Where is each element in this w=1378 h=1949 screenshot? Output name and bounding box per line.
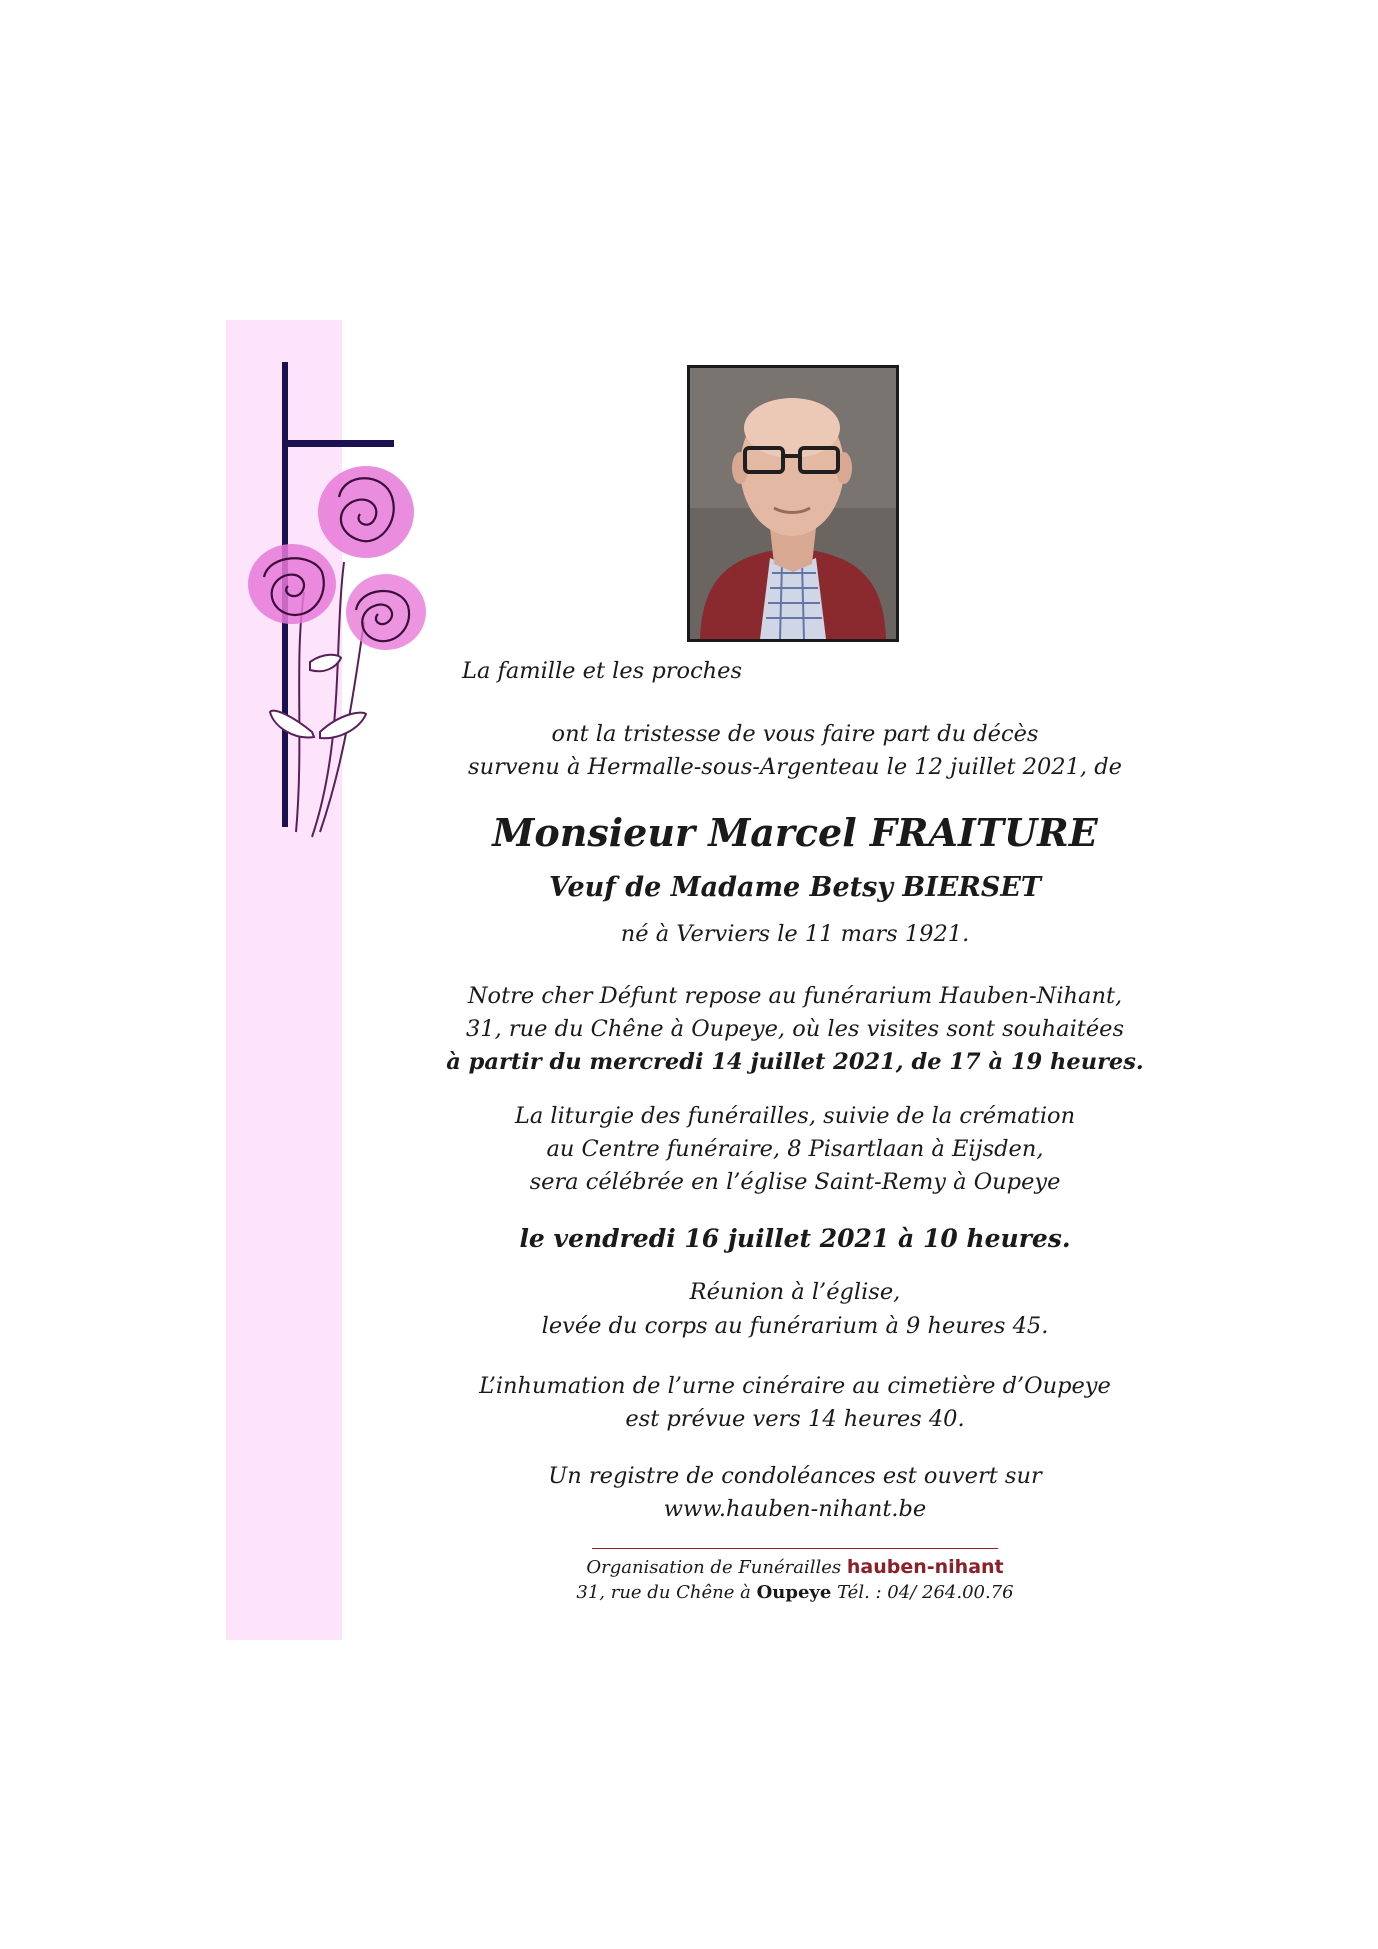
brand-logo: hauben-nihant xyxy=(846,1556,1004,1578)
footer-address-prefix: 31, rue du Chêne à xyxy=(576,1582,751,1603)
rose-icon xyxy=(248,544,336,624)
visitation-line-1: Notre cher Défunt repose au funérarium Hauben-Nihant, xyxy=(467,983,1123,1009)
ceremony-line-1: La liturgie des funérailles, suivie de la crémation xyxy=(514,1103,1076,1129)
visitation-line-2: 31, rue du Chêne à Oupeye, où les visites sont souhaitées xyxy=(465,1016,1124,1042)
intro-text: La famille et les proches xyxy=(462,658,743,684)
register-website-link[interactable]: www.hauben-nihant.be xyxy=(663,1496,927,1522)
footer-town: Oupeye xyxy=(756,1582,832,1603)
register-line: Un registre de condoléances est ouvert sur xyxy=(548,1463,1042,1489)
rose-icon xyxy=(318,466,414,558)
ceremony-date: le vendredi 16 juillet 2021 à 10 heures. xyxy=(519,1224,1071,1253)
announcement-line-1: ont la tristesse de vous faire part du décès xyxy=(551,721,1039,747)
deceased-name: Monsieur Marcel FRAITURE xyxy=(492,810,1098,855)
ceremony-line-3: sera célébrée en l’église Saint-Remy à Oupeye xyxy=(529,1169,1061,1195)
birth-info: né à Verviers le 11 mars 1921. xyxy=(620,921,970,947)
ceremony-line-2: au Centre funéraire, 8 Pisartlaan à Eijsden, xyxy=(546,1136,1044,1162)
burial-line-2: est prévue vers 14 heures 40. xyxy=(625,1406,965,1432)
footer-org-label: Organisation de Funérailles xyxy=(586,1557,842,1578)
visitation-time: à partir du mercredi 14 juillet 2021, de 17 à 19 heures. xyxy=(446,1049,1144,1075)
footer-divider xyxy=(592,1548,998,1549)
footer-phone: Tél. : 04/ 264.00.76 xyxy=(837,1582,1014,1603)
burial-line-1: L’inhumation de l’urne cinéraire au cimetière d’Oupeye xyxy=(479,1373,1111,1399)
portrait-photo xyxy=(687,365,899,642)
footer-address xyxy=(500,1582,1090,1603)
rose-icon xyxy=(346,574,426,650)
meeting-line-2: levée du corps au funérarium à 9 heures 45. xyxy=(541,1313,1049,1339)
widow-of: Veuf de Madame Betsy BIERSET xyxy=(548,872,1042,903)
footer-organisation xyxy=(500,1556,1090,1578)
meeting-line-1: Réunion à l’église, xyxy=(689,1279,901,1305)
announcement-line-2: survenu à Hermalle-sous-Argenteau le 12 juillet 2021, de xyxy=(468,754,1122,780)
